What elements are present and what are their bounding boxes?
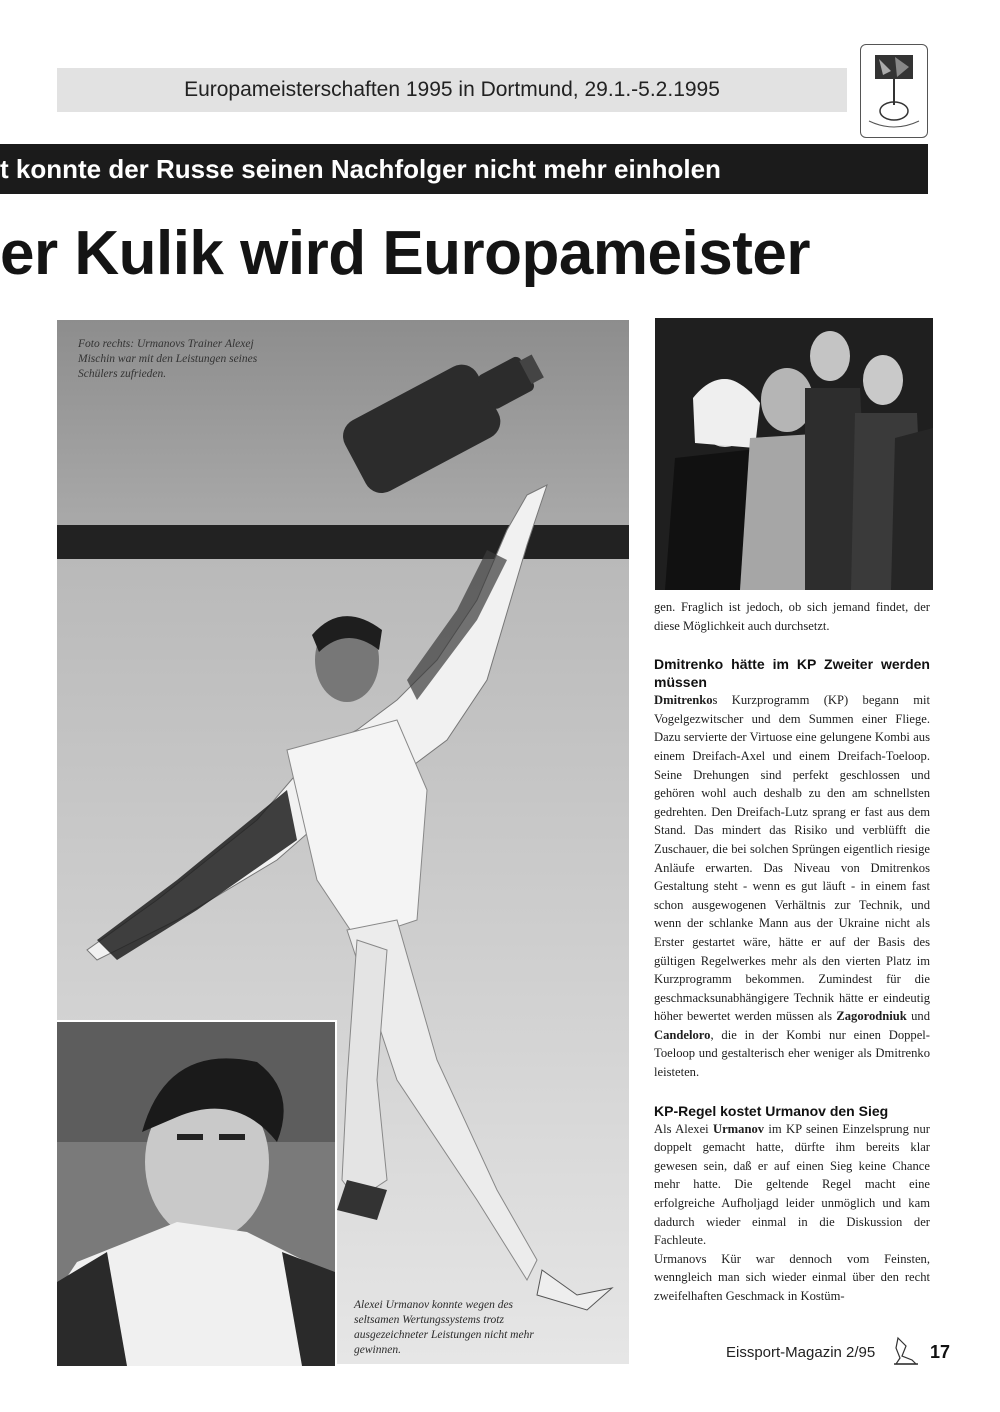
event-line: Europameisterschaften 1995 in Dortmund, 29.1.-5.2.1995 [184,78,720,101]
section-heading-urmanov: KP-Regel kostet Urmanov den Sieg [654,1102,889,1119]
subheadline-bar [0,144,928,194]
lead-name: Dmitrenko [654,693,713,708]
section-body-urmanov-2: Urmanovs Kür war dennoch vom Feinsten, wenngleich man sich wieder einmal über den recht zweifelhaften Geschmack in Kostüm- [654,1251,930,1303]
page-number: 17 [930,1342,951,1362]
headline: er Kulik wird Europameister [0,219,810,288]
article-intro: gen. Fraglich ist jedoch, ob sich jemand findet, der diese Möglichkeit auch durchsetzt. [654,600,930,633]
article-column [654,598,930,1306]
trainer-photo [655,318,933,590]
skater-logo-icon [861,45,927,137]
subheadline: t konnte der Russe seinen Nachfolger nicht mehr einholen [0,153,721,184]
photo-caption-bottom: Alexei Urmanov konnte wegen des seltsamen Wertungssystems trotz ausgezeichneter Leistungen nicht mehr gewinnen. [354,1299,534,1356]
photo-caption-top: Foto rechts: Urmanovs Trainer Alexej Mischin war mit den Leistungen seines Schülers zufrieden. [78,338,258,380]
skater-footer-icon [892,1336,920,1366]
portrait-photo [57,1020,337,1366]
event-banner [57,68,847,112]
magazine-footer: Eissport-Magazin 2/95 [726,1344,876,1361]
section-heading-dmitrenko: Dmitrenko hätte im KP Zweiter werden müssen [654,656,930,691]
section-body-dmitrenko: Dmitrenkos Kurzprogramm (KP) begann mit Vogelgezwitscher und dem Summen einer Fliege. Dazu servierte der Virtuose eine gelungene Kombi aus einem Dreifach-Axel und einem Dreifach-Toeloop. Seine Drehungen sind perfekt geschlossen und gehören wohl auch deshalb zu den am schnellsten gedrehten. Den Dreifach-Lutz sprang er fast aus dem Stand. Das mindert das Risiko und verblüfft die Zuschauer, die bei solchen Sprüngen eigentlich riesige Anläufe erwarten. Das Niveau von Dmitrenkos Gestaltung steht - wenn es gut läuft - in einem fast schon ausgewogenen Verhältnis zur Technik, und wenn der schlanke Mann aus der Ukraine nicht als Erster gestartet wäre, hätte er auf der Basis des gültigen Regelwerkes mehr als den vierten Platz im Kurzprogramm bekommen. Zumindest für die geschmacksunabhängigere Technik hätte er eindeutig höher bewertet werden müssen als Zagorodniuk und Candeloro, die in der Kombi nur einen Doppel-Toeloop und gestalterisch eher weniger als Dmitrenko leisteten. [654,693,930,1080]
section-body-urmanov: Als Alexei Urmanov im KP seinen Einzelsprung nur doppelt gemacht hatte, dürfte ihm bereits klar gewesen sein, daß er auf einen Sieg keine Chance mehr hatte. Die geltende Regel macht eine erfolgreiche Aufholjagd leider unmöglich und kam dadurch wieder einmal in die Diskussion der Fachleute. [654,1121,930,1248]
championship-logo [860,44,928,138]
